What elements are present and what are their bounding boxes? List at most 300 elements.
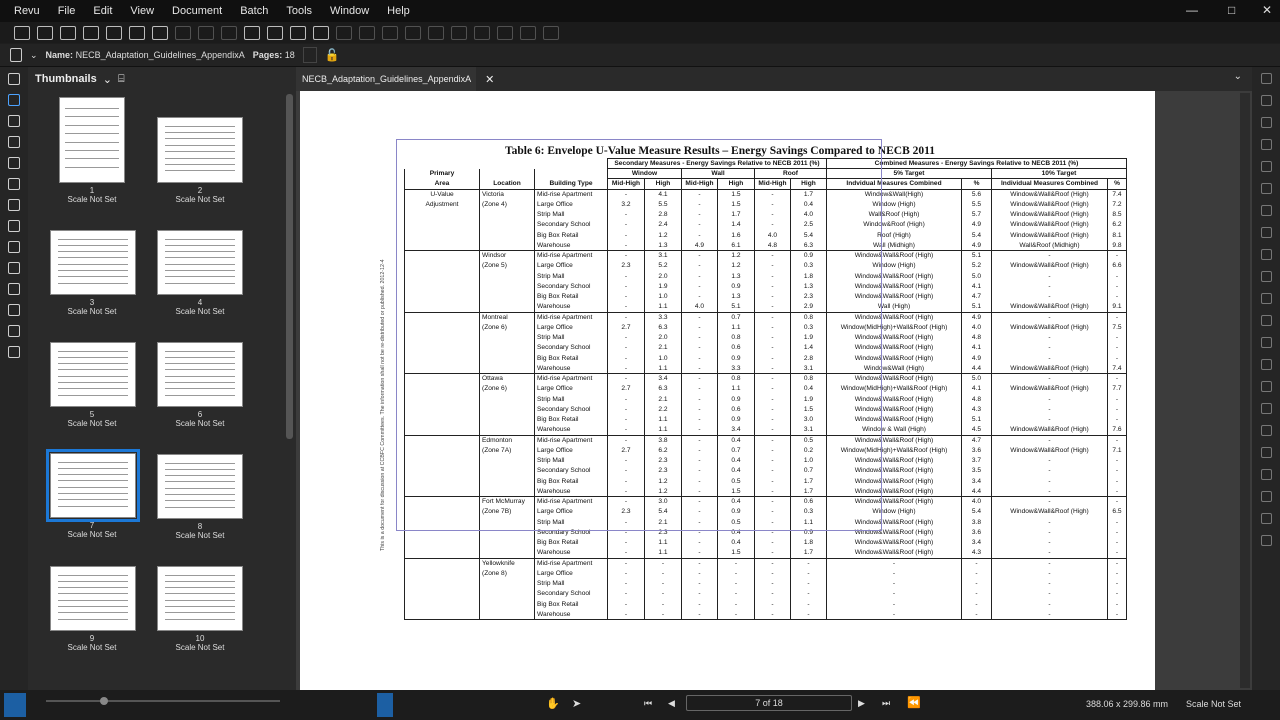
- location-cell: [480, 363, 535, 373]
- markup-tool-icon-16[interactable]: [1261, 403, 1272, 414]
- column-header: Mid-High: [682, 179, 718, 189]
- location-cell: [480, 476, 535, 486]
- table-cell: -: [791, 609, 827, 619]
- tool-icon-12[interactable]: [267, 26, 283, 40]
- table-cell: 2.1: [645, 343, 682, 353]
- table-cell: 1.5: [791, 404, 827, 414]
- thumbnail-page-9[interactable]: [50, 566, 136, 631]
- tool-icon-15[interactable]: [336, 26, 352, 40]
- location-cell: [480, 466, 535, 476]
- table-cell: -: [992, 394, 1108, 404]
- table-cell: Window&Wall&Roof (High): [992, 189, 1108, 199]
- table-cell: -: [682, 445, 718, 455]
- table-cell: Window&Wall&Roof (High): [992, 199, 1108, 209]
- thumbnail-page-3[interactable]: [50, 230, 136, 295]
- thumbnail-page-2[interactable]: [157, 117, 243, 183]
- table-cell: 3.6: [962, 527, 992, 537]
- table-cell: [405, 271, 480, 281]
- table-cell: 8.5: [1108, 210, 1127, 220]
- location-cell: [480, 538, 535, 548]
- table-cell: 1.4: [718, 220, 755, 230]
- table-row: [405, 456, 1127, 466]
- menu-bar: [0, 0, 1280, 22]
- table-cell: 1.1: [645, 538, 682, 548]
- document-info-bar: [0, 44, 1280, 67]
- menu-tools[interactable]: Tools: [286, 5, 313, 17]
- building-type-cell: Secondary School: [535, 281, 608, 291]
- markup-tool-icon-3[interactable]: [1261, 117, 1272, 128]
- thumbnail-label: 10 Scale Not Set: [175, 634, 225, 652]
- menu-window[interactable]: Window: [330, 5, 370, 17]
- panel-icon-8[interactable]: [8, 220, 20, 232]
- table-cell: -: [1108, 404, 1127, 414]
- table-row: [405, 353, 1127, 363]
- markup-tool-icon-1[interactable]: [1261, 73, 1272, 84]
- table-cell: -: [1108, 476, 1127, 486]
- pan-tool-icon[interactable]: ✋: [546, 698, 560, 710]
- table-cell: -: [992, 456, 1108, 466]
- table-cell: [405, 466, 480, 476]
- panel-icon-5[interactable]: [8, 157, 20, 169]
- table-row: [405, 558, 1127, 568]
- table-cell: Window&Wall&Roof (High): [827, 476, 962, 486]
- table-cell: [405, 476, 480, 486]
- tool-icon-7[interactable]: [152, 26, 168, 40]
- table-cell: 1.7: [791, 548, 827, 558]
- table-cell: Window&Wall&Roof (High): [827, 486, 962, 496]
- markup-tool-icon-22[interactable]: [1261, 535, 1272, 546]
- table-cell: Window&Wall&Roof (High): [827, 353, 962, 363]
- table-cell: 3.0: [645, 497, 682, 507]
- table-cell: 0.7: [718, 312, 755, 322]
- table-cell: -: [992, 579, 1108, 589]
- tab-bar: [296, 67, 1252, 91]
- table-cell: -: [718, 589, 755, 599]
- table-cell: 5.4: [962, 507, 992, 517]
- wall-header: Wall: [682, 169, 755, 179]
- first-page-icon[interactable]: ⏮: [644, 698, 653, 708]
- table-cell: -: [608, 589, 645, 599]
- table-cell: -: [1108, 527, 1127, 537]
- table-cell: Window&Wall&Roof (High): [992, 384, 1108, 394]
- table-cell: -: [682, 404, 718, 414]
- table-cell: -: [645, 579, 682, 589]
- table-cell: -: [755, 507, 791, 517]
- next-page-icon[interactable]: ▶: [858, 698, 865, 708]
- table-cell: -: [682, 281, 718, 291]
- table-cell: [405, 210, 480, 220]
- table-cell: 0.3: [791, 261, 827, 271]
- table-cell: [405, 251, 480, 261]
- table-cell: 9.1: [1108, 302, 1127, 312]
- table-cell: -: [791, 558, 827, 568]
- left-panel-strip: [0, 67, 28, 690]
- table-cell: 0.8: [791, 312, 827, 322]
- table-cell: -: [682, 292, 718, 302]
- column-header: Individual Measures Combined: [992, 179, 1108, 189]
- menu-batch[interactable]: Batch: [240, 5, 269, 17]
- scale-status[interactable]: Scale Not Set: [1186, 699, 1242, 709]
- panel-icon-12[interactable]: [8, 304, 20, 316]
- table-cell: [405, 394, 480, 404]
- table-cell: -: [992, 374, 1108, 384]
- table-cell: -: [791, 599, 827, 609]
- document-tab[interactable]: [296, 67, 495, 91]
- markup-tool-icon-7[interactable]: [1261, 205, 1272, 216]
- location-cell: [480, 415, 535, 425]
- building-type-header: Building Type: [535, 179, 608, 189]
- table-cell: 3.3: [718, 363, 755, 373]
- markup-tool-icon-5[interactable]: [1261, 161, 1272, 172]
- table-cell: 2.4: [645, 220, 682, 230]
- table-cell: [405, 230, 480, 240]
- table-cell: -: [755, 292, 791, 302]
- table-cell: -: [1108, 281, 1127, 291]
- table-cell: -: [755, 476, 791, 486]
- markup-tool-icon-4[interactable]: [1261, 139, 1272, 150]
- table-cell: -: [992, 404, 1108, 414]
- tool-icon-10[interactable]: [221, 26, 237, 40]
- location-cell: [480, 271, 535, 281]
- table-cell: 0.5: [718, 517, 755, 527]
- tool-icon-5[interactable]: [106, 26, 122, 40]
- table-cell: -: [1108, 548, 1127, 558]
- table-cell: -: [1108, 271, 1127, 281]
- table-row: [405, 220, 1127, 230]
- table-cell: -: [755, 363, 791, 373]
- table-cell: 0.4: [791, 199, 827, 209]
- table-cell: -: [608, 394, 645, 404]
- table-row: [405, 230, 1127, 240]
- panel-icon-1[interactable]: [8, 73, 20, 85]
- table-cell: -: [682, 271, 718, 281]
- table-cell: -: [682, 579, 718, 589]
- table-cell: -: [608, 456, 645, 466]
- table-cell: 1.9: [791, 394, 827, 404]
- building-type-cell: Big Box Retail: [535, 353, 608, 363]
- column-header: Mid-High: [608, 179, 645, 189]
- panel-icon-3[interactable]: [8, 115, 20, 127]
- combined-measures-header: Combined Measures - Energy Savings Relative to NECB 2011 (%): [827, 159, 1127, 169]
- select-tool-icon[interactable]: ➤: [572, 698, 582, 710]
- markup-tool-icon-9[interactable]: [1261, 249, 1272, 260]
- menu-document[interactable]: Document: [172, 5, 223, 17]
- building-type-cell: Big Box Retail: [535, 599, 608, 609]
- table-cell: -: [682, 230, 718, 240]
- building-type-cell: Warehouse: [535, 302, 608, 312]
- table-cell: [405, 302, 480, 312]
- close-tab-icon[interactable]: ✕: [485, 73, 495, 86]
- building-type-cell: Warehouse: [535, 240, 608, 250]
- tool-icon-13[interactable]: [290, 26, 306, 40]
- table-cell: -: [718, 609, 755, 619]
- table-cell: [405, 435, 480, 445]
- panel-icon-14[interactable]: [8, 346, 20, 358]
- table-cell: Window (High): [827, 507, 962, 517]
- table-cell: -: [608, 292, 645, 302]
- table-cell: 6.3: [645, 384, 682, 394]
- table-cell: 1.3: [718, 271, 755, 281]
- table-cell: -: [962, 599, 992, 609]
- table-cell: -: [1108, 251, 1127, 261]
- menu-view[interactable]: View: [130, 5, 155, 17]
- list-view-button[interactable]: [4, 693, 26, 717]
- location-cell: [480, 240, 535, 250]
- tool-icon-3[interactable]: [60, 26, 76, 40]
- table-cell: -: [992, 568, 1108, 578]
- markup-tool-icon-10[interactable]: [1261, 271, 1272, 282]
- thumbnails-title[interactable]: Thumbnails: [35, 73, 97, 85]
- tool-icon-4[interactable]: [83, 26, 99, 40]
- table-cell: Window&Wall&Roof (High): [827, 415, 962, 425]
- panel-icon-4[interactable]: [8, 136, 20, 148]
- chevron-down-icon[interactable]: ⌄: [30, 49, 38, 60]
- location-cell: [480, 599, 535, 609]
- table-cell: [405, 568, 480, 578]
- tool-icon-23[interactable]: [520, 26, 536, 40]
- thumbnail-page-8[interactable]: [157, 454, 243, 519]
- table-cell: 0.9: [791, 527, 827, 537]
- table-cell: -: [755, 261, 791, 271]
- table-cell: -: [682, 589, 718, 599]
- table-cell: -: [608, 189, 645, 199]
- file-icon[interactable]: [10, 48, 22, 62]
- table-cell: 0.4: [718, 538, 755, 548]
- table-cell: -: [682, 517, 718, 527]
- table-row: [405, 599, 1127, 609]
- building-type-cell: Strip Mall: [535, 394, 608, 404]
- table-cell: 0.8: [718, 333, 755, 343]
- panel-icon-2[interactable]: [8, 94, 20, 106]
- tool-icon-1[interactable]: [14, 26, 30, 40]
- table-row: [405, 251, 1127, 261]
- lock-icon[interactable]: 🔓: [324, 48, 340, 62]
- table-cell: -: [992, 589, 1108, 599]
- table-cell: -: [1108, 599, 1127, 609]
- previous-page-icon[interactable]: ◀: [668, 698, 675, 708]
- location-cell: [480, 486, 535, 496]
- markup-tool-icon-8[interactable]: [1261, 227, 1272, 238]
- table-row: [405, 240, 1127, 250]
- page-icon[interactable]: [303, 47, 317, 63]
- tool-icon-20[interactable]: [451, 26, 467, 40]
- table-cell: 2.7: [608, 322, 645, 332]
- thumbnail-label: 3 Scale Not Set: [67, 298, 117, 316]
- table-row: [405, 343, 1127, 353]
- minimize-button[interactable]: —: [1186, 3, 1198, 17]
- panel-icon-13[interactable]: [8, 325, 20, 337]
- building-type-cell: Strip Mall: [535, 210, 608, 220]
- table-cell: Wall&Roof (Midhigh): [992, 240, 1108, 250]
- markup-tool-icon-21[interactable]: [1261, 513, 1272, 524]
- table-cell: [405, 220, 480, 230]
- tab-list-chevron-icon[interactable]: ⌄: [1233, 71, 1242, 82]
- menu-revu[interactable]: Revu: [14, 5, 40, 17]
- tool-icon-21[interactable]: [474, 26, 490, 40]
- table-cell: 4.7: [962, 435, 992, 445]
- location-cell: [480, 579, 535, 589]
- tool-icon-8[interactable]: [175, 26, 191, 40]
- table-cell: 5.5: [962, 199, 992, 209]
- markup-tool-icon-18[interactable]: [1261, 447, 1272, 458]
- view-mode-button[interactable]: [377, 693, 393, 717]
- table-cell: -: [827, 609, 962, 619]
- building-type-cell: Big Box Retail: [535, 292, 608, 302]
- table-cell: -: [682, 394, 718, 404]
- table-cell: 1.1: [645, 363, 682, 373]
- table-cell: -: [755, 445, 791, 455]
- close-window-button[interactable]: ✕: [1262, 3, 1273, 17]
- table-cell: -: [755, 333, 791, 343]
- pages-label: Pages:: [252, 50, 283, 60]
- table-cell: 5.1: [962, 251, 992, 261]
- building-type-cell: Strip Mall: [535, 271, 608, 281]
- table-cell: 0.3: [791, 322, 827, 332]
- tool-icon-19[interactable]: [428, 26, 444, 40]
- markup-tool-icon-20[interactable]: [1261, 491, 1272, 502]
- tool-icon-2[interactable]: [37, 26, 53, 40]
- page-dimensions: 388.06 x 299.86 mm: [1086, 699, 1169, 709]
- table-cell: -: [608, 476, 645, 486]
- thumbnail-zoom-slider[interactable]: [46, 700, 280, 702]
- table-cell: 1.5: [718, 199, 755, 209]
- table-cell: -: [608, 210, 645, 220]
- table-cell: -: [962, 589, 992, 599]
- table-cell: 2.1: [645, 394, 682, 404]
- tool-icon-24[interactable]: [543, 26, 559, 40]
- table-row: [405, 394, 1127, 404]
- tool-icon-17[interactable]: [382, 26, 398, 40]
- tool-icon-18[interactable]: [405, 26, 421, 40]
- table-cell: [405, 159, 608, 169]
- table-cell: -: [682, 312, 718, 322]
- table-cell: -: [608, 415, 645, 425]
- tool-icon-14[interactable]: [313, 26, 329, 40]
- table-cell: -: [682, 548, 718, 558]
- table-cell: 1.5: [718, 486, 755, 496]
- table-cell: [535, 169, 608, 179]
- page-number-input[interactable]: 7 of 18: [686, 695, 852, 711]
- table-cell: 0.9: [718, 394, 755, 404]
- document-scrollbar[interactable]: [1240, 93, 1250, 688]
- table-cell: -: [791, 579, 827, 589]
- thumbnails-scrollbar[interactable]: [285, 92, 294, 687]
- table-cell: 7.5: [1108, 322, 1127, 332]
- table-cell: 4.0: [682, 302, 718, 312]
- maximize-button[interactable]: □: [1228, 3, 1236, 17]
- markup-tool-icon-13[interactable]: [1261, 337, 1272, 348]
- markup-tool-icon-2[interactable]: [1261, 95, 1272, 106]
- table-row: [405, 476, 1127, 486]
- table-cell: 1.4: [791, 343, 827, 353]
- thumbnail-page-6[interactable]: [157, 342, 243, 407]
- panel-icon-10[interactable]: [8, 262, 20, 274]
- table-cell: -: [608, 517, 645, 527]
- markup-tool-icon-11[interactable]: [1261, 293, 1272, 304]
- back-icon[interactable]: ⏪: [907, 697, 921, 709]
- table-row: [405, 261, 1127, 271]
- primary-area-cell: Adjustment: [405, 199, 480, 209]
- table-cell: -: [755, 353, 791, 363]
- panel-icon-11[interactable]: [8, 283, 20, 295]
- markup-tool-icon-17[interactable]: [1261, 425, 1272, 436]
- markup-tool-icon-19[interactable]: [1261, 469, 1272, 480]
- tool-icon-11[interactable]: [244, 26, 260, 40]
- table-row: [405, 384, 1127, 394]
- markup-tool-icon-15[interactable]: [1261, 381, 1272, 392]
- thumbnail-size-icon[interactable]: ⌸: [117, 72, 125, 85]
- markup-tool-icon-14[interactable]: [1261, 359, 1272, 370]
- column-header: Indvidual Measures Combined: [827, 179, 962, 189]
- table-cell: 2.0: [645, 333, 682, 343]
- table-cell: -: [992, 527, 1108, 537]
- table-cell: 1.2: [645, 230, 682, 240]
- markup-tool-icon-12[interactable]: [1261, 315, 1272, 326]
- location-cell: Ottawa: [480, 374, 535, 384]
- table-cell: 0.5: [791, 435, 827, 445]
- table-cell: -: [608, 220, 645, 230]
- markup-tool-icon-6[interactable]: [1261, 183, 1272, 194]
- tool-icon-16[interactable]: [359, 26, 375, 40]
- table-cell: 5.0: [962, 374, 992, 384]
- table-cell: [405, 456, 480, 466]
- table-cell: 5.4: [791, 230, 827, 240]
- thumbnail-page-1[interactable]: [59, 97, 125, 183]
- thumbnail-page-7[interactable]: [50, 453, 136, 518]
- table-cell: -: [992, 333, 1108, 343]
- menu-file[interactable]: File: [57, 5, 76, 17]
- table-cell: Window&Wall&Roof (High): [827, 548, 962, 558]
- panel-icon-9[interactable]: [8, 241, 20, 253]
- panel-icon-7[interactable]: [8, 199, 20, 211]
- table-cell: [405, 538, 480, 548]
- table-cell: -: [1108, 435, 1127, 445]
- building-type-cell: Big Box Retail: [535, 538, 608, 548]
- thumbnail-page-4[interactable]: [157, 230, 243, 295]
- chevron-down-icon[interactable]: ⌄: [102, 73, 112, 86]
- table-cell: -: [608, 281, 645, 291]
- document-view[interactable]: [296, 91, 1252, 690]
- table-cell: -: [608, 558, 645, 568]
- table-cell: 7.1: [1108, 445, 1127, 455]
- table-cell: 4.9: [962, 312, 992, 322]
- thumbnail-page-10[interactable]: [157, 566, 243, 631]
- table-cell: -: [755, 435, 791, 445]
- building-type-cell: Strip Mall: [535, 333, 608, 343]
- window-header: Window: [608, 169, 682, 179]
- table-cell: 0.9: [718, 415, 755, 425]
- building-type-cell: Secondary School: [535, 343, 608, 353]
- table-cell: 4.8: [962, 394, 992, 404]
- thumbnail-page-5[interactable]: [50, 342, 136, 407]
- panel-icon-6[interactable]: [8, 178, 20, 190]
- side-note: This is a document for discussion at CCBFC Committees. The information shall not be re-distributed or published. 2012-12-4: [380, 259, 386, 551]
- menu-help[interactable]: Help: [387, 5, 410, 17]
- table-cell: -: [755, 589, 791, 599]
- table-cell: 3.2: [608, 199, 645, 209]
- building-type-cell: Mid-rise Apartment: [535, 374, 608, 384]
- tool-icon-6[interactable]: [129, 26, 145, 40]
- table-cell: 2.3: [608, 507, 645, 517]
- table-cell: 1.1: [645, 415, 682, 425]
- tool-icon-9[interactable]: [198, 26, 214, 40]
- location-cell: [480, 302, 535, 312]
- last-page-icon[interactable]: ⏭: [882, 698, 891, 708]
- tool-icon-22[interactable]: [497, 26, 513, 40]
- menu-edit[interactable]: Edit: [93, 5, 113, 17]
- table-cell: -: [755, 517, 791, 527]
- table-cell: 3.5: [962, 466, 992, 476]
